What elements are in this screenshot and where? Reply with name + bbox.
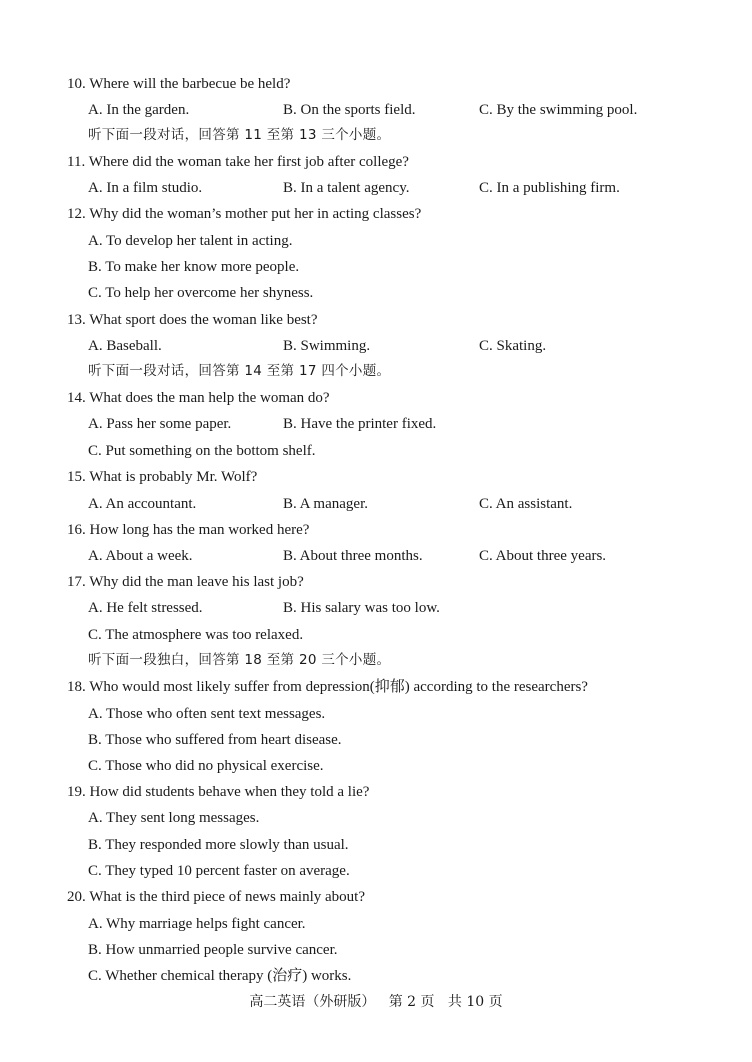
option-a: A. He felt stressed. [88,600,203,616]
option-a: A. In the garden. [88,102,190,118]
question-11 [67,153,409,171]
question-17 [67,573,304,591]
option-c: C. An assistant. [479,496,573,512]
option-b: B. A manager. [283,496,368,512]
option-b: B. His salary was too low. [283,600,440,616]
option-c: C. Whether chemical therapy (治疗) works. [88,968,352,984]
option-c: C. Skating. [479,338,547,354]
option-c: C. By the swimming pool. [479,102,638,118]
option-c: C. In a publishing firm. [479,180,620,196]
option-a: A. About a week. [88,548,193,564]
question-text: How did students behave when they told a lie? [89,784,370,800]
option-a: A. They sent long messages. [88,810,260,826]
option-b: B. About three months. [283,548,423,564]
question-19 [67,783,369,801]
option-a: A. Those who often sent text messages. [88,706,326,722]
question-text: What does the man help the woman do? [89,390,330,406]
question-number: 17. [67,574,86,590]
question-text: What sport does the woman like best? [89,312,318,328]
question-number: 15. [67,469,86,485]
question-14 [67,389,330,407]
option-a: A. Why marriage helps fight cancer. [88,916,306,932]
question-text: What is the third piece of news mainly about? [89,889,365,905]
question-13 [67,311,318,329]
question-number: 18. [67,679,86,695]
option-a: A. An accountant. [88,496,197,512]
question-text: Why did the man leave his last job? [89,574,304,590]
option-b: B. In a talent agency. [283,180,410,196]
question-text: Where did the woman take her first job after college? [88,154,409,170]
page-footer: 高二英语（外研版） 第 2 页 共 10 页 [249,994,503,1010]
option-a: A. In a film studio. [88,180,203,196]
question-text: How long has the man worked here? [89,522,310,538]
option-c: C. The atmosphere was too relaxed. [88,627,304,643]
question-text: What is probably Mr. Wolf? [89,469,258,485]
option-b: B. Have the printer fixed. [283,416,437,432]
question-number: 14. [67,390,86,406]
question-16 [67,521,309,539]
option-b: B. Swimming. [283,338,371,354]
question-number: 10. [67,76,86,92]
question-number: 20. [67,889,86,905]
question-text: Who would most likely suffer from depression(抑郁) according to the researchers? [89,679,588,695]
option-a: A. To develop her talent in acting. [88,233,293,249]
question-number: 11. [67,154,86,170]
option-b: B. They responded more slowly than usual. [88,837,349,853]
option-a: A. Pass her some paper. [88,416,232,432]
option-c: C. To help her overcome her shyness. [88,285,314,301]
question-number: 16. [67,522,86,538]
option-b: B. To make her know more people. [88,259,300,275]
question-10 [67,75,290,93]
option-c: C. They typed 10 percent faster on average. [88,863,350,879]
question-15 [67,468,257,486]
option-c: C. About three years. [479,548,607,564]
section-instruction: 听下面一段独白，回答第 18 至第 20 三个小题。 [88,652,391,668]
option-b: B. Those who suffered from heart disease. [88,732,342,748]
section-instruction: 听下面一段对话，回答第 14 至第 17 四个小题。 [88,363,391,379]
question-18 [67,678,588,696]
option-b: B. On the sports field. [283,102,416,118]
option-a: A. Baseball. [88,338,162,354]
question-20 [67,888,365,906]
option-b: B. How unmarried people survive cancer. [88,942,338,958]
option-c: C. Put something on the bottom shelf. [88,443,316,459]
question-12 [67,205,421,223]
option-c: C. Those who did no physical exercise. [88,758,324,774]
question-text: Why did the woman’s mother put her in acting classes? [89,206,422,222]
question-number: 13. [67,312,86,328]
question-text: Where will the barbecue be held? [89,76,291,92]
question-number: 19. [67,784,86,800]
section-instruction: 听下面一段对话，回答第 11 至第 13 三个小题。 [88,127,391,143]
question-number: 12. [67,206,86,222]
